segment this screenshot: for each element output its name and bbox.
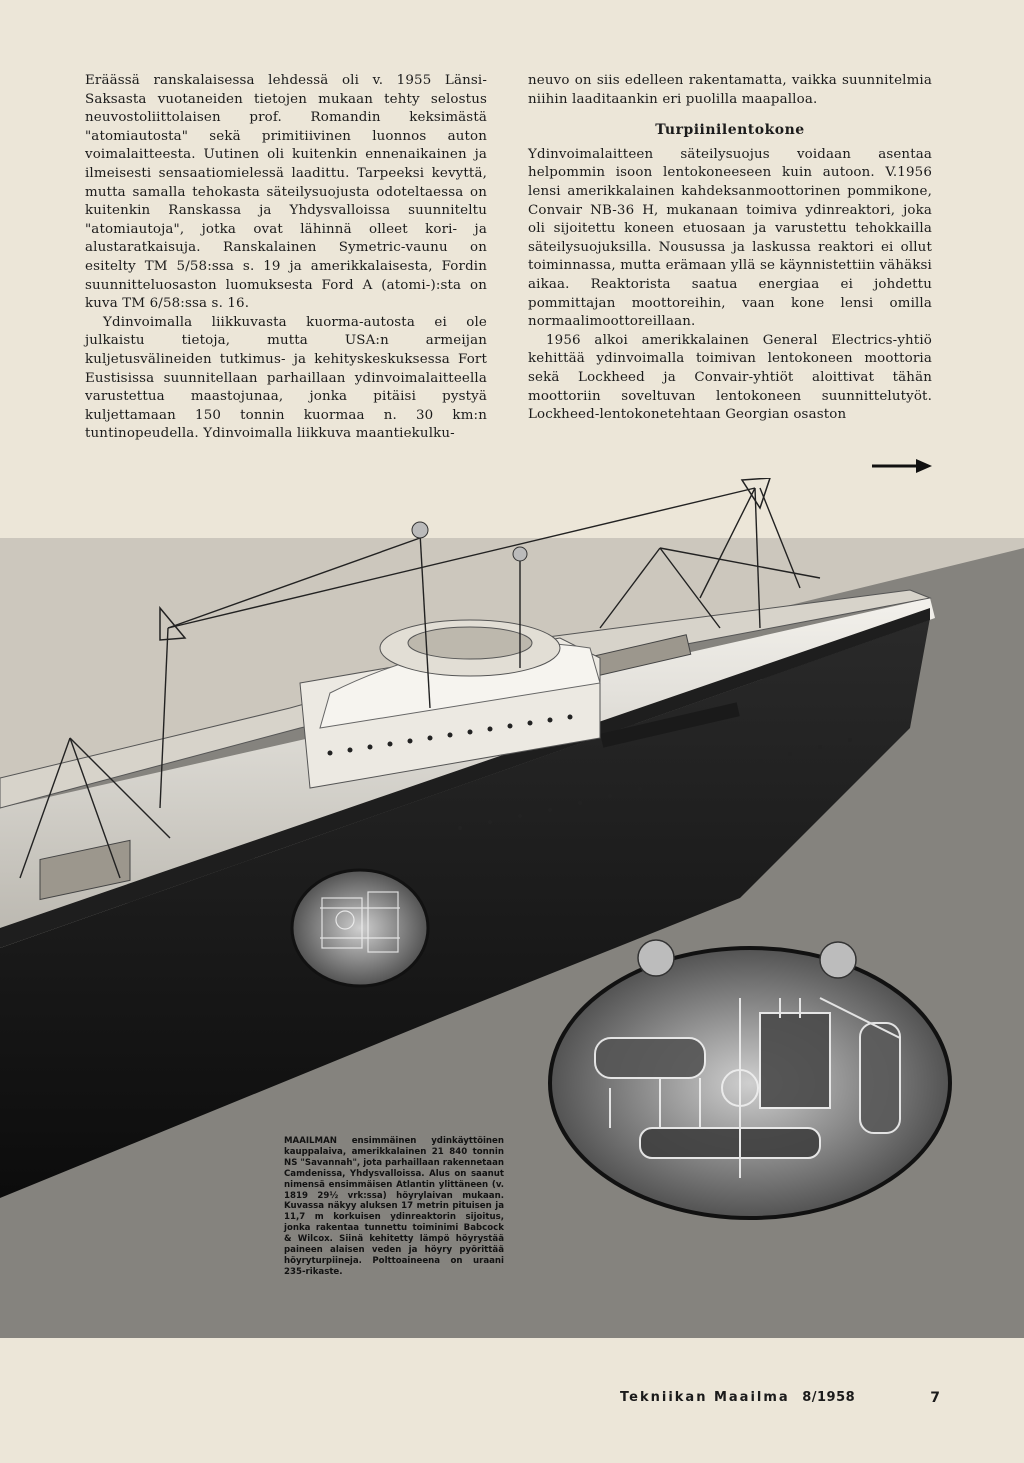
magazine-name: Tekniikan Maailma: [620, 1390, 790, 1405]
reactor-inset-small: [292, 870, 428, 986]
right-text-column: [528, 72, 932, 425]
left-paragraph-2: Ydinvoimalla liikkuvasta kuorma-autosta ei ole julkaistu tietoja, mutta USA:n armeijan kuljetusvälineiden tutkimus- ja kehityskeskuksessa Fort Eustisissa suunnitellaan parhaillaan ydinvoimalaitteella varustettua maastojunaa, jonka pitäisi pystyä kuljettamaan 150 tonnin kuormaa n. 30 km:n tuntinopeudella. Ydinvoimalla liikkuva maantiekulku-: [85, 314, 487, 442]
right-paragraph-1: Ydinvoimalaitteen säteilysuojus voidaan asentaa helpommin isoon lentokoneeseen kuin autoon. V.1956 lensi amerikkalainen kahdeksanmoottorinen pommikone, Convair NB-36 H, mukanaan toimiva ydinreaktori, joka oli sijoitettu koneen etuosaan ja varustettu tehokkailla säteilysuojuksilla. Nousussa ja laskussa reaktori ei ollut toiminnassa, mutta erämaan yllä se käynnistettiin vähäksi aikaa. Reaktorista saatua energiaa ei johdettu pommittajan moottoreihin, vaan kone lensi omilla normaalimoottoreillaan.: [528, 146, 932, 330]
page-footer: [620, 1390, 940, 1405]
section-heading: Turpiinilentokone: [655, 122, 805, 139]
left-paragraph-1: Eräässä ranskalaisessa lehdessä oli v. 1955 Länsi-Saksasta vuotaneiden tietojen mukaan tehty selostus neuvostoliittolaisen prof. Romandin keksimästä "atomiautosta" sekä primitiivinen luonnos auton voimalaitteesta. Uutinen oli kuitenkin ennenaikainen ja ilmeisesti sensaatiomielessä laadittu. Tarpeeksi kevyttä, mutta samalla tehokasta säteilysuojusta odoteltaessa on kuitenkin Ranskassa ja Yhdysvalloissa suunniteltu "atomiautoja", jotka ovat lähinnä olleet kori- ja alustaratkaisuja. Ranskalainen Symetric-vaunu on esitelty TM 5/58:ssa s. 19 ja amerikkalaisesta, Fordin suunnitteluosaston luomuksesta Ford A (atomi-):sta on kuva TM 6/58:ssa s. 16.: [85, 73, 487, 312]
ship-cutaway-illustration: [0, 478, 1024, 1338]
photo-caption: MAAILMAN ensimmäinen ydinkäyttöinen kauppalaiva, amerikkalainen 21 840 tonnin NS "Savannah", jota parhaillaan rakennetaan Camdenissa, Yhdysvalloissa. Alus on saanut nimensä ensimmäisen Atlantin ylittäneen (v. 1819 29½ vrk:ssa) höyrylaivan mukaan. Kuvassa näkyy aluksen 17 metrin pituisen ja 11,7 m korkuisen ydinreaktorin sijoitus, jonka rakentaa tunnettu toiminimi Babcock & Wilcox. Siinä kehitetty lämpö höyrystää paineen alaisen veden ja höyry pyörittää höyryturpiineja. Polttoaineena on uraani 235-rikaste.: [284, 1136, 504, 1277]
continue-arrow-icon: [872, 458, 932, 474]
left-text-column: [85, 72, 487, 444]
page-number: 7: [930, 1390, 940, 1406]
right-intro-paragraph: neuvo on siis edelleen rakentamatta, vaikka suunnitelmia niihin laaditaankin eri puolilla maapalloa.: [528, 73, 932, 107]
issue-number: 8/1958: [802, 1390, 856, 1405]
right-paragraph-2: 1956 alkoi amerikkalainen General Electrics-yhtiö kehittää ydinvoimalla toimivan lentokoneen moottoria sekä Lockheed ja Convair-yhtiöt aloittivat tähän moottoriin soveltuvan lentokoneen suunnittelutyöt. Lockheed-lentokonetehtaan Georgian osaston: [528, 332, 932, 423]
